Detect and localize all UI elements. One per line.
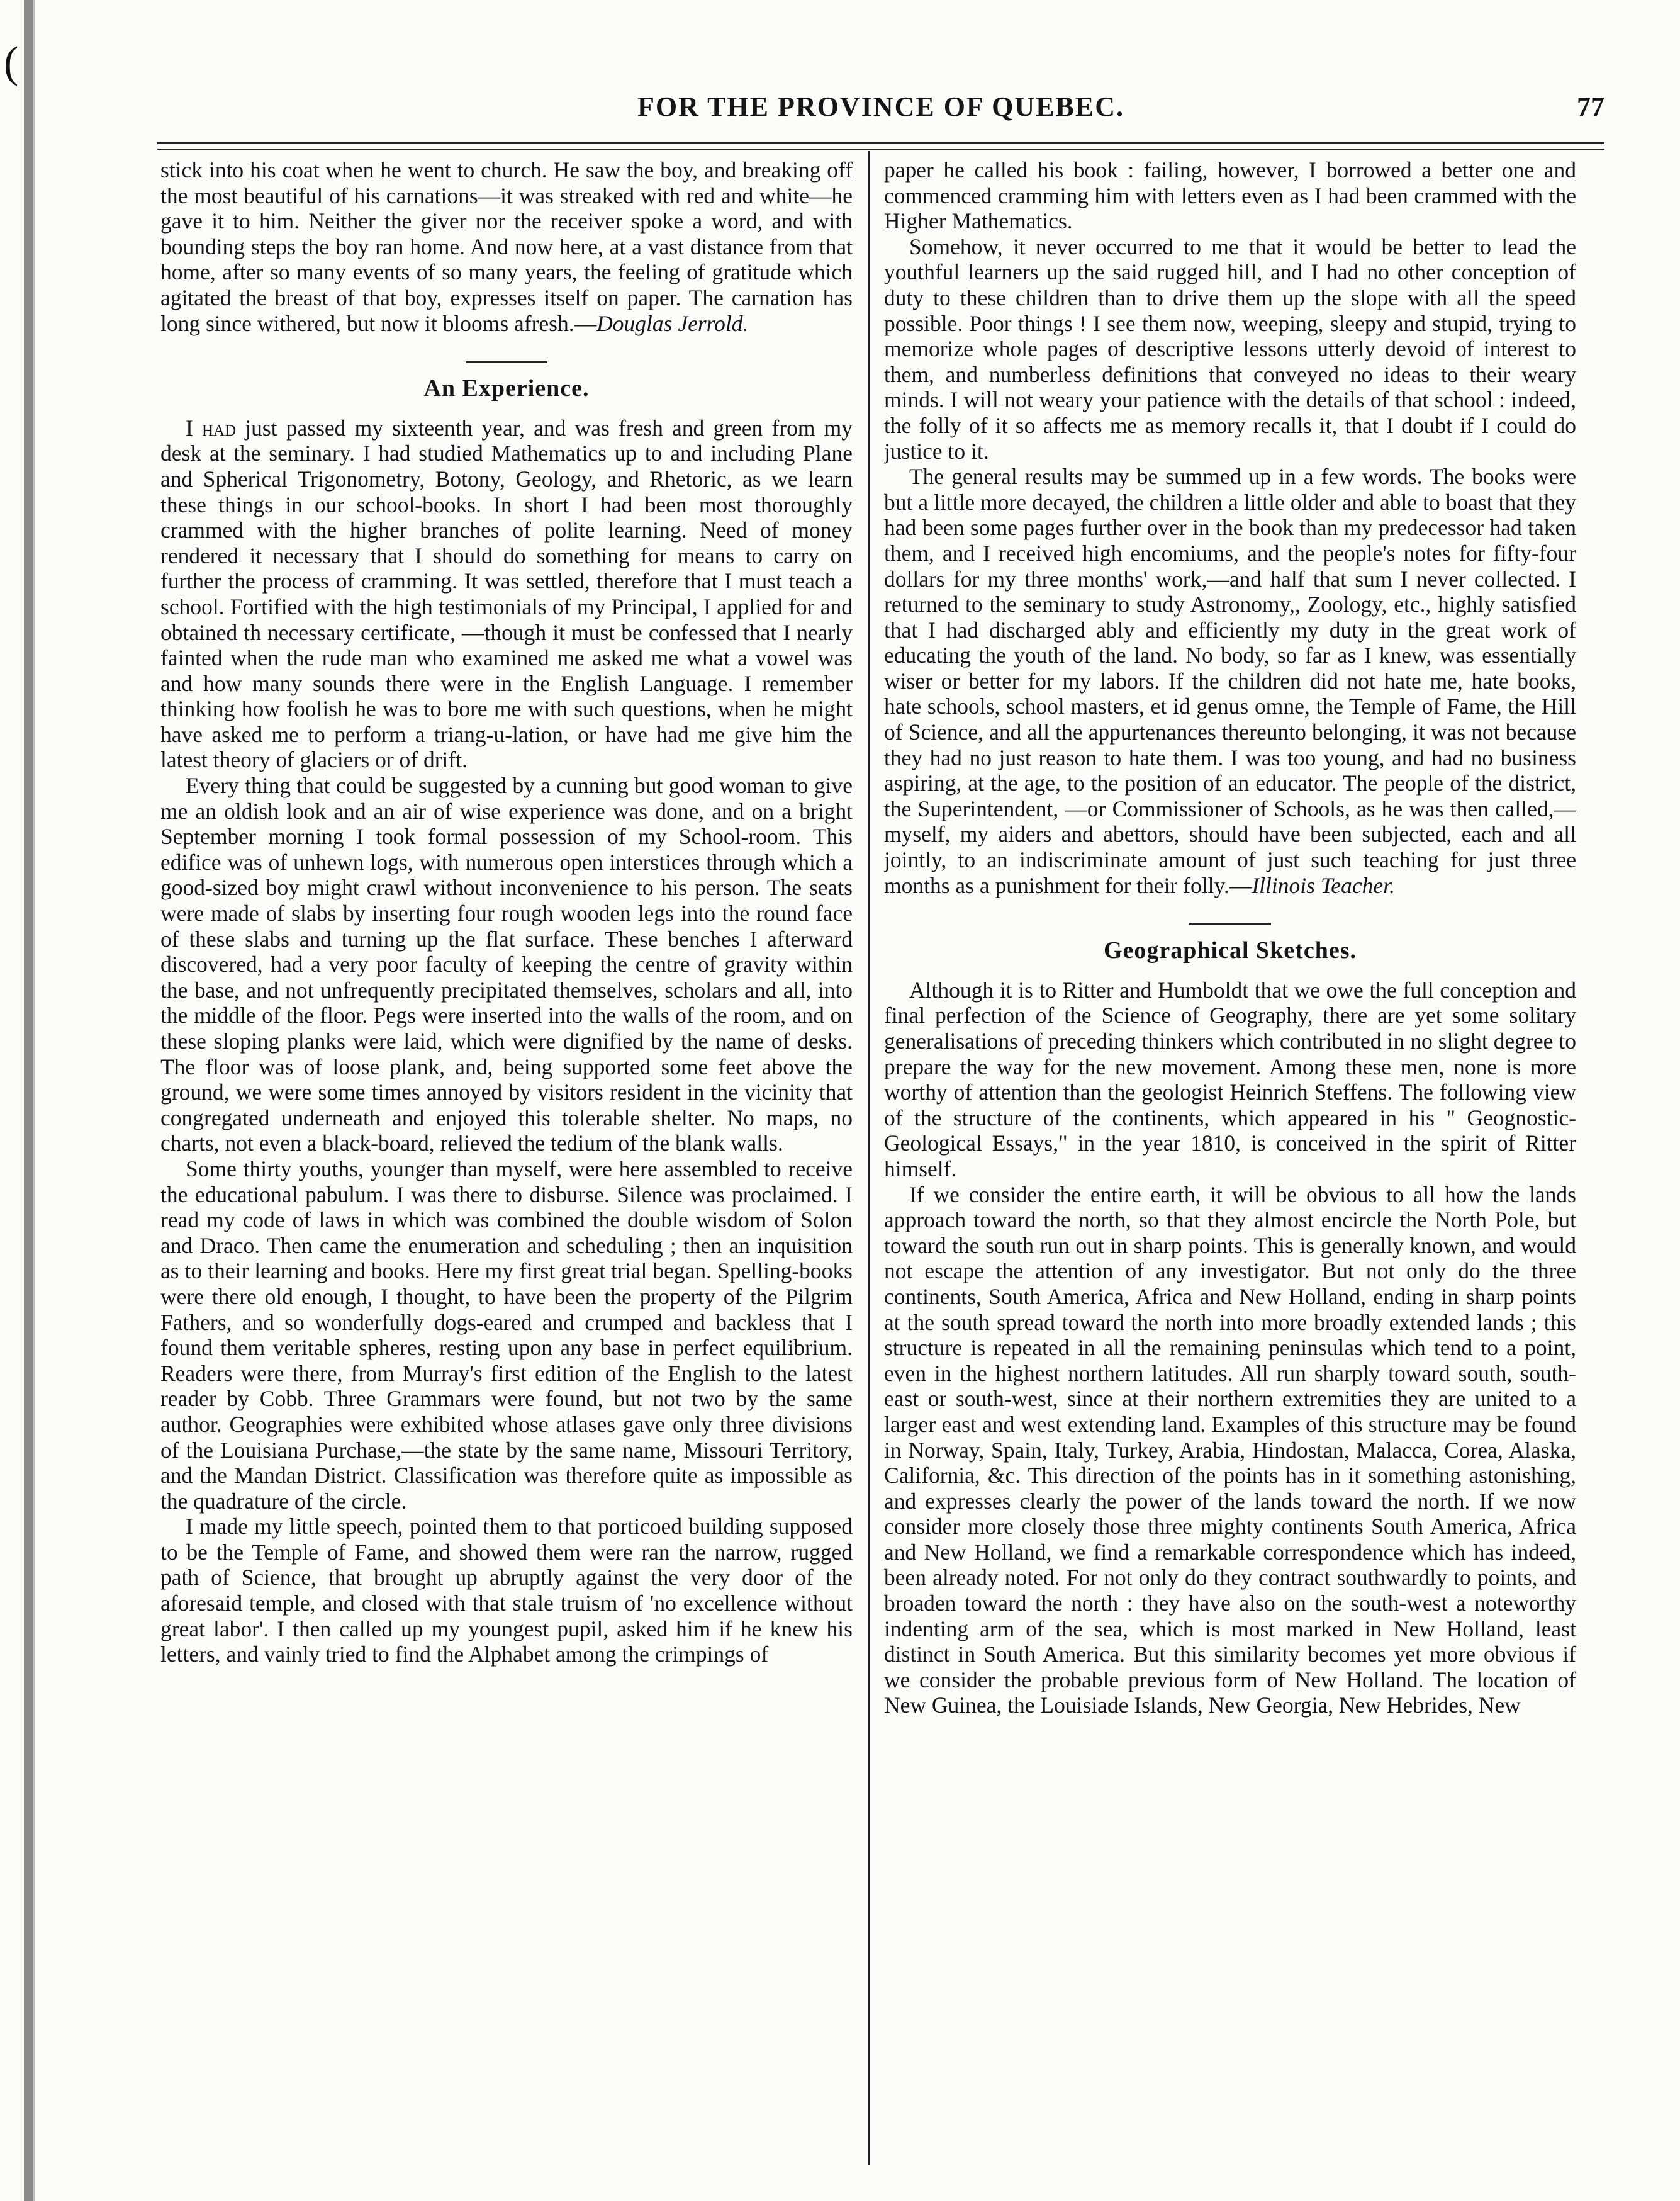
article-paragraph: Somehow, it never occurred to me that it would be better to lead the youthful learners up the said rugged hill, and I had no other conception of duty to these children than to drive them up the slope with all the speed possible. Poor things ! I see them now, weeping, sleepy and stupid, trying to memorize whole pages of descriptive lessons utterly devoid of interest to them, and numberless definitions that conveyed no ideas to their weary minds. I will not weary your patience with the details of that school : indeed, the folly of it so affects me as memory recalls it, that I doubt if I could do justice to it.	[884, 234, 1576, 464]
running-head: FOR THE PROVINCE OF QUEBEC.	[637, 91, 1124, 122]
article-paragraph: Although it is to Ritter and Humboldt that we owe the full conception and final perfection of the Science of Geography, there are yet some solitary generalisations of preceding thinkers which contributed in no slight degree to prepare the way for the new movement. Among these men, none is more worthy of attention than the geologist Heinrich Steffens. The following view of the structure of the continents, which appeared in his " Geognostic-Geological Essays," in the year 1810, is conceived in the spirit of Ritter himself.	[884, 977, 1576, 1181]
section-title: Geographical Sketches.	[1104, 937, 1357, 964]
section-divider	[466, 361, 547, 363]
right-column	[884, 157, 1576, 2171]
header-rule	[157, 142, 1604, 144]
paragraph-text: stick into his coat when he went to church. He saw the boy, and breaking off the most beautiful of his carnations—it was streaked with red and white—he gave it to him. Neither the giver nor the receiver spoke a word, and with bounding steps the boy ran home. And now here, at a vast distance from that home, after so many events of so many years, the feeling of gratitude which agitated the breast of that boy, expresses itself on paper. The carnation has long since withered, but now it blooms afresh.—	[160, 157, 853, 336]
article-paragraph: paper he called his book : failing, however, I borrowed a better one and commenced cramming him with letters even as I had been crammed with the Higher Mathematics.	[884, 157, 1576, 234]
header-rule-thin	[157, 149, 1604, 150]
article-paragraph	[884, 464, 1576, 898]
scan-binding-edge	[24, 0, 68, 2201]
attribution: Illinois Teacher.	[1252, 872, 1395, 898]
lead-in: I had	[186, 415, 237, 441]
left-column	[160, 157, 853, 2171]
article-paragraph: I made my little speech, pointed them to that porticoed building supposed to be the Temple of Fame, and showed them were ran the narrow, rugged path of Science, that brought up abruptly against the very door of the aforesaid temple, and closed with that stale truism of 'no excellence without great labor'. I then called up my youngest pupil, asked him if he knew his letters, and vainly tried to find the Alphabet among the crimpings of	[160, 1514, 853, 1667]
article-paragraph: Some thirty youths, younger than myself, were here assembled to receive the educational pabulum. I was there to disburse. Silence was proclaimed. I read my code of laws in which was combined the double wisdom of Solon and Draco. Then came the enumeration and scheduling ; then an inquisition as to their learning and books. Here my first great trial began. Spelling-books were there old enough, I thought, to have been the property of the Pilgrim Fathers, and so wonderfully dogs-eared and crumped and backless that I found them veritable spheres, resting upon any base in perfect equilibrium. Readers were there, from Murray's first edition of the English to the latest reader by Cobb. Three Grammars were found, but not two by the same author. Geographies were exhibited whose atlases gave only three divisions of the Louisiana Purchase,—the state by the same name, Missouri Territory, and the Mandan District. Classification was therefore quite as impossible as the quadrature of the circle.	[160, 1156, 853, 1514]
column-divider	[868, 151, 870, 2165]
page-number: 77	[1577, 91, 1604, 122]
article-paragraph	[160, 415, 853, 773]
paragraph-text: The general results may be summed up in a few words. The books were but a little more decayed, the children a little older and able to boast that they had been some pages further over in the book than my predecessor had taken them, and I received high encomiums, and the people's notes for fifty-four dollars for my three months' work,—and half that sum I never collected. I returned to the seminary to study Astronomy,, Zoology, etc., highly satisfied that I had discharged ably and efficiently my duty in the great work of educating the youth of the land. No body, so far as I knew, was essentially wiser or better for my labors. If the children did not hate me, hate books, hate schools, school masters, et id genus omne, the Temple of Fame, the Hill of Science, and all the appurtenances thereunto belonging, it was not because they had no just reason to hate them. I was too young, and had no business aspiring, at the age, to the position of an educator. The people of the district, the Superintendent, —or Commissioner of Schools, as he was then called,—myself, my aiders and abettors, should have been subjected, each and all jointly, to an indiscriminate amount of just such teaching for just three months as a punishment for their folly.—	[884, 464, 1576, 898]
article-paragraph	[160, 157, 853, 336]
scan-edge-mark: (	[4, 38, 19, 87]
article-paragraph: If we consider the entire earth, it will be obvious to all how the lands approach toward the north, so that they almost encircle the North Pole, but toward the south run out in sharp points. This is generally known, and would not escape the attention of any investigator. But not only do the three continents, South America, Africa and New Holland, ending in sharp points at the south spread toward the north into more broadly extended lands ; this structure is repeated in all the remaining peninsulas which tend to a point, even in the highest northern latitudes. All run sharply toward south, south-east or south-west, since at their northern extremities they are united to a larger east and west extending land. Examples of this structure may be found in Norway, Spain, Italy, Turkey, Arabia, Hindostan, Malacca, Corea, Alaska, California, &c. This direction of the points has in it something astonishing, and expresses clearly the power of the lands toward the north. If we now consider more closely those three mighty continents South America, Africa and New Holland, we find a remarkable correspondence which has indeed, been already noted. For not only do they contract southwardly to points, and broaden toward the north : they have also on the south-west a noteworthy indenting arm of the sea, which is most marked in New Holland, least distinct in South America. But this similarity becomes yet more obvious if we consider the probable previous form of New Holland. The location of New Guinea, the Louisiade Islands, New Georgia, New Hebrides, New	[884, 1181, 1576, 1718]
section-title: An Experience.	[423, 375, 590, 402]
page-header	[157, 88, 1604, 132]
section-divider	[1189, 923, 1271, 925]
article-paragraph: Every thing that could be suggested by a cunning but good woman to give me an oldish look and an air of wise experience was done, and on a bright September morning I took formal possession of my School-room. This edifice was of unhewn logs, with numerous open interstices through which a good-sized boy might crawl without inconvenience to his person. The seats were made of slabs by inserting four rough wooden legs into the round face of these slabs and turning up the flat surface. These benches I afterward discovered, had a very poor faculty of keeping the centre of gravity within the base, and not unfrequently precipitated themselves, scholars and all, into the middle of the floor. Pegs were inserted into the walls of the room, and on these sloping planks were laid, which were dignified by the name of desks. The floor was of loose plank, and, being supported some feet above the ground, we were some times annoyed by visitors resident in the vicinity that congregated underneath and enjoyed this tolerable shelter. No maps, no charts, not even a black-board, relieved the tedium of the blank walls.	[160, 773, 853, 1156]
paragraph-text: just passed my sixteenth year, and was fresh and green from my desk at the seminary. I had studied Mathematics up to and including Plane and Spherical Trigonometry, Botony, Geology, and Rhetoric, as we learn these things in our school-books. In short I had been most thoroughly crammed with the higher branches of polite learning. Need of money rendered it necessary that I should do something for means to carry on further the process of cramming. It was settled, therefore that I must teach a school. Fortified with the high testimonials of my Principal, I applied for and obtained th necessary certificate, —though it must be confessed that I nearly fainted when the rude man who examined me asked me what a vowel was and how many sounds there were in the English Language. I remember thinking how foolish he was to bore me with such questions, when he might have asked me to perform a triang-u-lation, or have had me give him the latest theory of glaciers or of drift.	[160, 415, 853, 773]
attribution: Douglas Jerrold.	[596, 310, 749, 336]
